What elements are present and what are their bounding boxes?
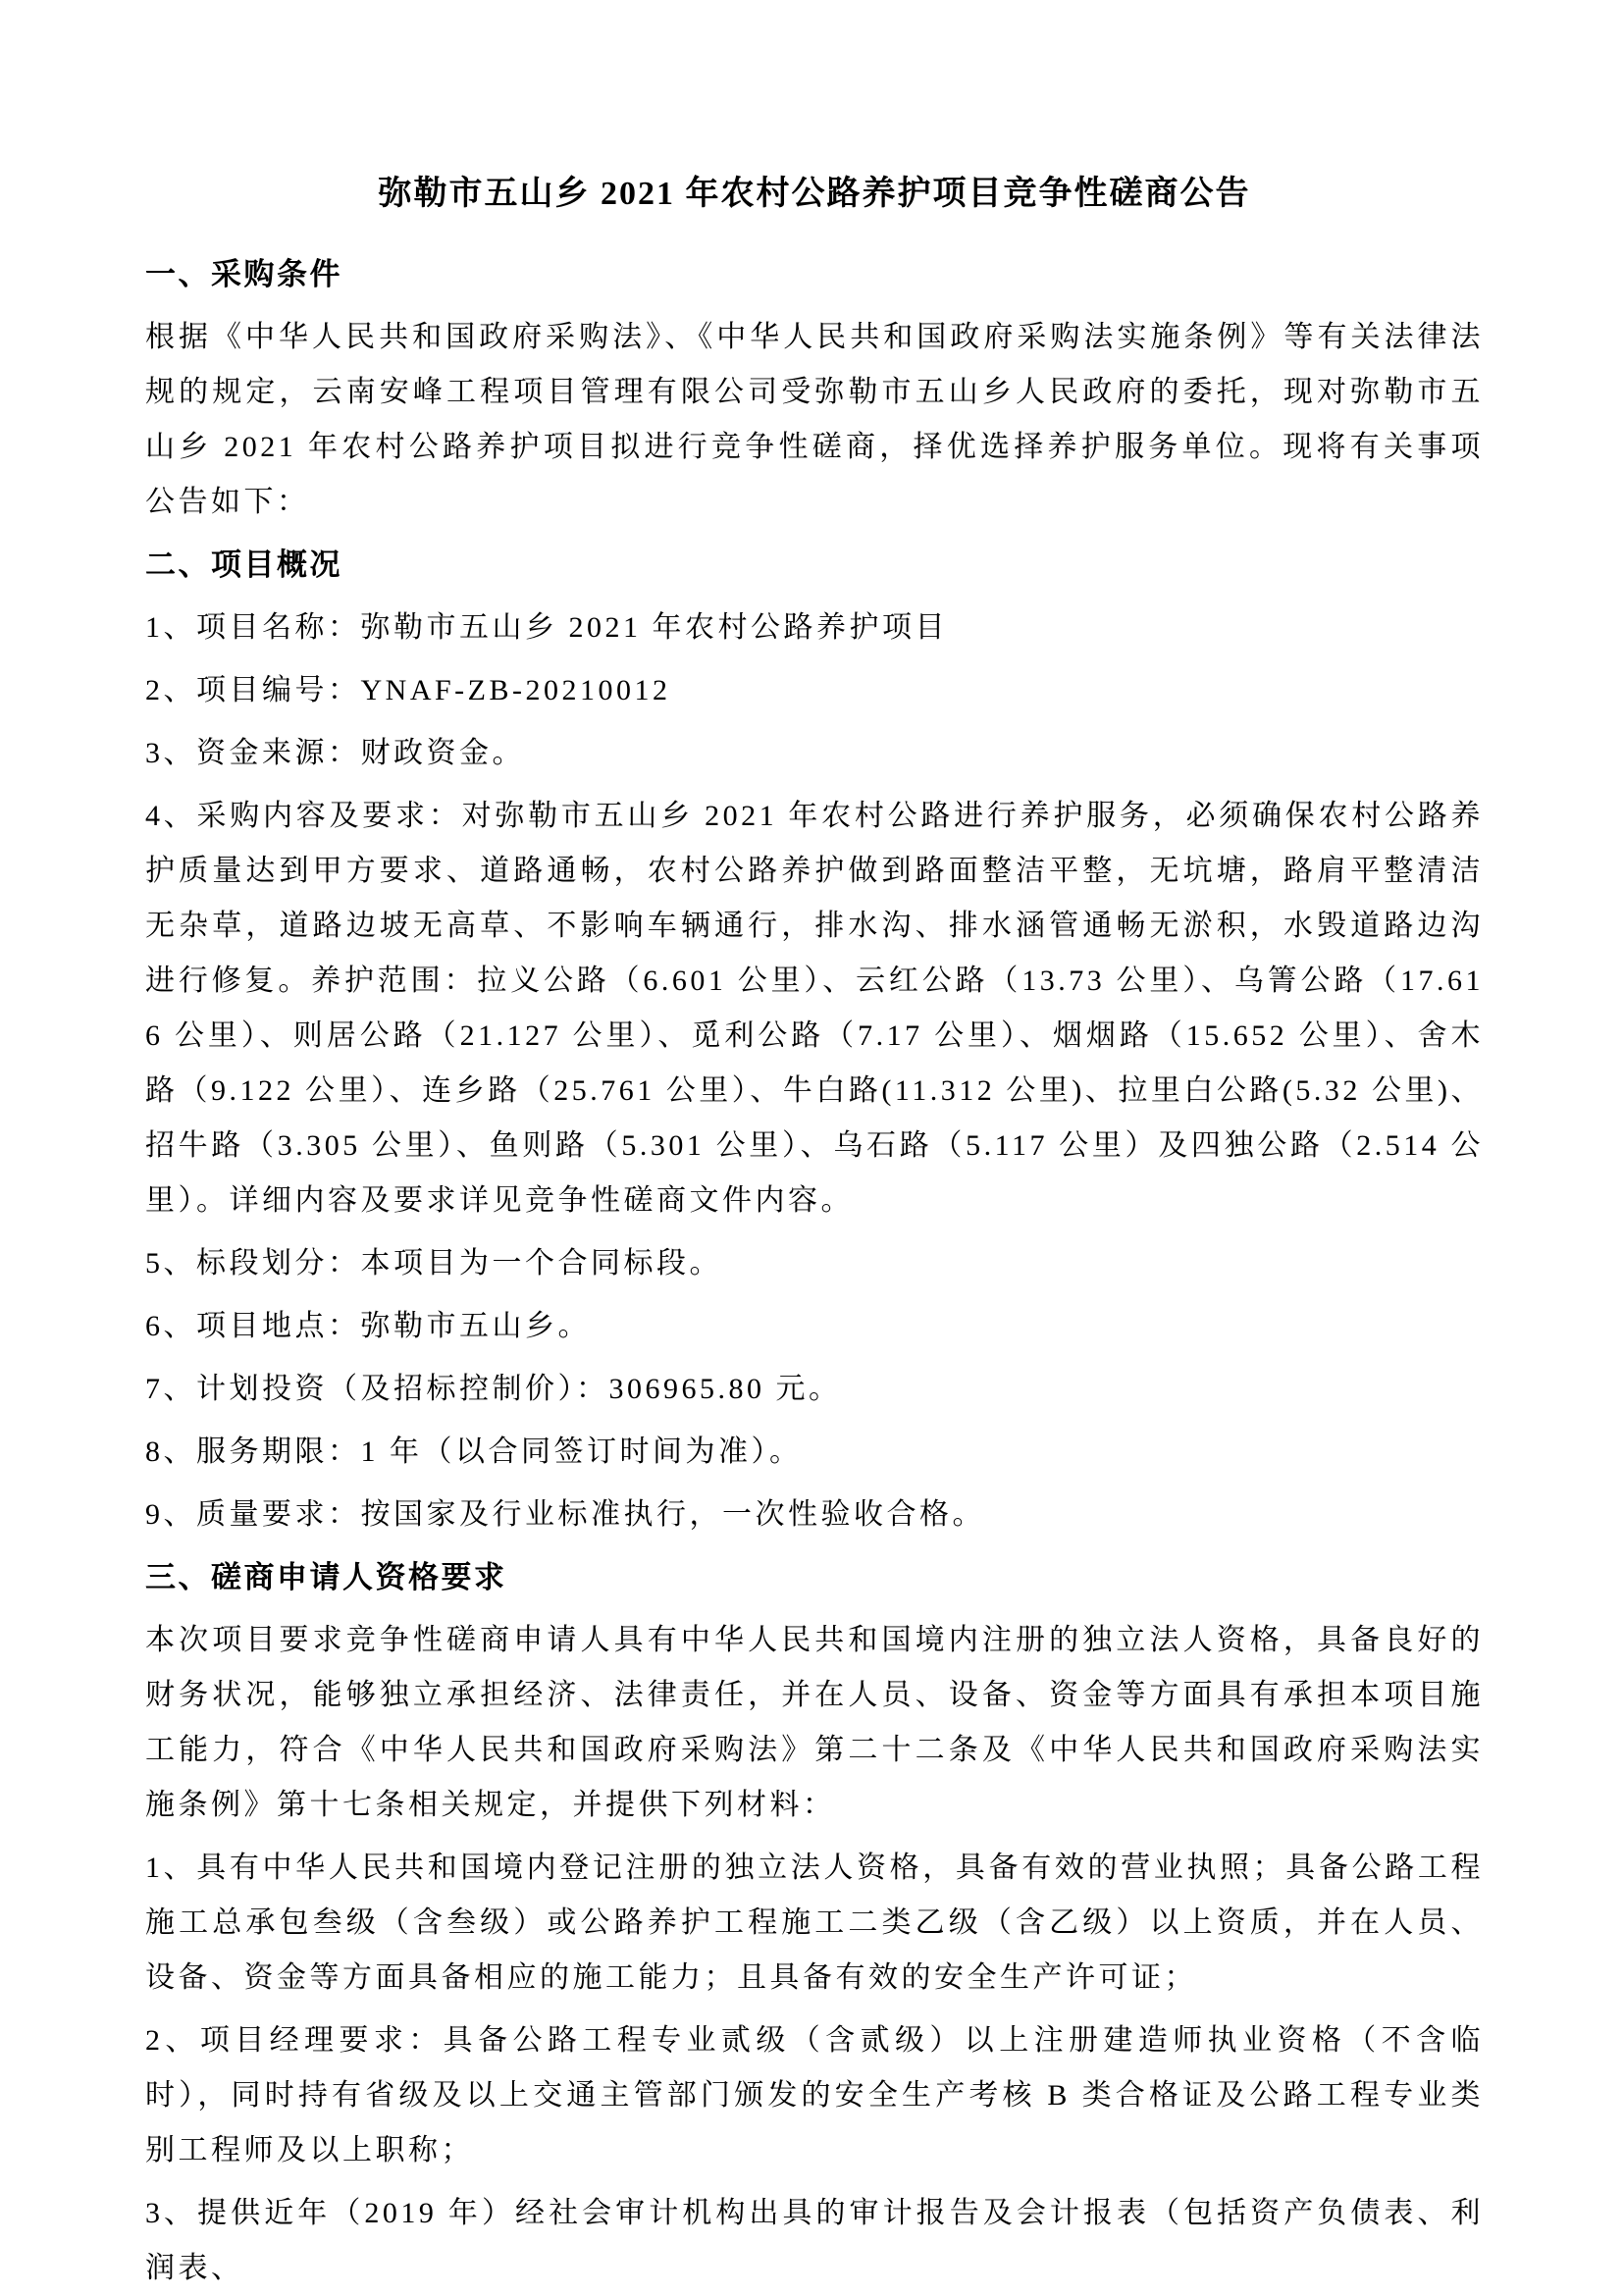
- section-1-paragraph: 根据《中华人民共和国政府采购法》、《中华人民共和国政府采购法实施条例》等有关法律法规的规定，云南安峰工程项目管理有限公司受弥勒市五山乡人民政府的委托，现对弥勒市五山乡 2021 年农村公路养护项目拟进行竞争性磋商，择优选择养护服务单位。现将有关事项公告如下：: [145, 321, 1484, 518]
- section-2-item-5: 5、标段划分：本项目为一个合同标段。: [145, 1247, 722, 1279]
- section-3-item-1: 1、具有中华人民共和国境内登记注册的独立法人资格，具备有效的营业执照；具备公路工程施工总承包叁级（含叁级）或公路养护工程施工二类乙级（含乙级）以上资质，并在人员、设备、资金等方面具备相应的施工能力；且具备有效的安全生产许可证；: [145, 1852, 1484, 1994]
- section-2-item-4: 4、采购内容及要求：对弥勒市五山乡 2021 年农村公路进行养护服务，必须确保农村公路养护质量达到甲方要求、道路通畅，农村公路养护做到路面整洁平整，无坑塘，路肩平整清洁无杂草，道路边坡无高草、不影响车辆通行，排水沟、排水涵管通畅无淤积，水毁道路边沟进行修复。养护范围：拉义公路（6.601 公里）、云红公路（13.73 公里）、乌箐公路（17.616 公里）、则居公路（21.127 公里）、觅利公路（7.17 公里）、烟烟路（15.652 公里）、舍木路（9.122 公里）、连乡路（25.761 公里）、牛白路(11.312 公里)、拉里白公路(5.32 公里)、招牛路（3.305 公里）、鱼则路（5.301 公里）、乌石路（5.117 公里）及四独公路（2.514 公里）。详细内容及要求详见竞争性磋商文件内容。: [145, 800, 1484, 1217]
- section-1-heading: 一、采购条件: [145, 257, 342, 291]
- section-2-heading: 二、项目概况: [145, 548, 342, 582]
- section-3-item-3: 3、提供近年（2019 年）经社会审计机构出具的审计报告及会计报表（包括资产负债表、利润表、: [145, 2197, 1484, 2284]
- section-2-item-1: 1、项目名称：弥勒市五山乡 2021 年农村公路养护项目: [145, 611, 948, 644]
- section-2-item-3: 3、资金来源：财政资金。: [145, 737, 525, 769]
- document-title: 弥勒市五山乡 2021 年农村公路养护项目竞争性磋商公告: [378, 176, 1251, 212]
- section-2-item-6: 6、项目地点：弥勒市五山乡。: [145, 1310, 591, 1342]
- section-3-item-2: 2、项目经理要求：具备公路工程专业贰级（含贰级）以上注册建造师执业资格（不含临时），同时持有省级及以上交通主管部门颁发的安全生产考核 B 类合格证及公路工程专业类别工程师及以上职称；: [145, 2024, 1484, 2166]
- section-2-item-8: 8、服务期限：1 年（以合同签订时间为准）。: [145, 1435, 803, 1468]
- section-2-item-7: 7、计划投资（及招标控制价）：306965.80 元。: [145, 1373, 842, 1405]
- section-3-heading: 三、磋商申请人资格要求: [145, 1560, 507, 1594]
- section-2-item-9: 9、质量要求：按国家及行业标准执行，一次性验收合格。: [145, 1498, 985, 1531]
- section-2-item-2: 2、项目编号：YNAF-ZB-20210012: [145, 674, 671, 706]
- section-3-intro-paragraph: 本次项目要求竞争性磋商申请人具有中华人民共和国境内注册的独立法人资格，具备良好的财务状况，能够独立承担经济、法律责任，并在人员、设备、资金等方面具有承担本项目施工能力，符合《中华人民共和国政府采购法》第二十二条及《中华人民共和国政府采购法实施条例》第十七条相关规定，并提供下列材料：: [145, 1624, 1484, 1821]
